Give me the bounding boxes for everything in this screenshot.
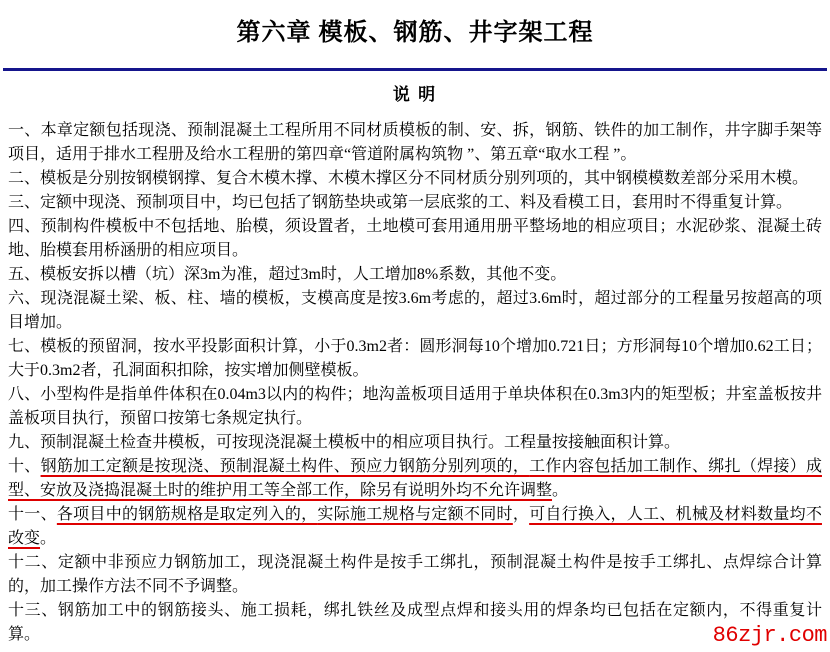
note-text: 七、模板的预留洞，按水平投影面积计算，小于0.3m2者：圆形洞每10个增加0.721日；方形洞每10个增加0.62工日；大于0.3m2者，孔洞面积扣除，按实增加侧壁模板。 xyxy=(8,338,822,379)
note-paragraph xyxy=(8,191,822,215)
note-paragraph xyxy=(8,287,822,335)
note-text-underlined: 各项目中的钢筋规格是取定列入的， xyxy=(56,506,318,523)
section-heading: 说 明 xyxy=(392,85,438,104)
note-text-underlined: 实际施工规格与定额不同时 xyxy=(317,506,513,523)
note-paragraph xyxy=(8,431,822,455)
note-text: ， xyxy=(512,506,530,523)
note-paragraph xyxy=(8,551,822,599)
note-text: 十一、 xyxy=(8,506,57,523)
divider-rule xyxy=(3,68,827,71)
note-paragraph xyxy=(8,383,822,431)
note-text: 四、预制构件模板中不包括地、胎模，须设置者，土地模可套用通用册平整场地的相应项目；水泥砂浆、混凝土砖地、胎模套用桥涵册的相应项目。 xyxy=(8,218,822,259)
note-text: 五、模板安拆以槽（坑）深3m为准，超过3m时，人工增加8%系数，其他不变。 xyxy=(8,266,567,283)
note-text: 十、 xyxy=(8,458,41,475)
note-paragraph xyxy=(8,335,822,383)
note-text: 。 xyxy=(552,482,569,499)
note-text: 十三、钢筋加工中的钢筋接头、施工损耗，绑扎铁丝及成型点焊和接头用的焊条均已包括在定额内，不得重复计算。 xyxy=(8,602,822,643)
note-text: 三、定额中现浇、预制项目中，均已包括了钢筋垫块或第一层底浆的工、料及看模工日，套用时不得重复计算。 xyxy=(8,194,793,211)
note-paragraph xyxy=(8,503,822,551)
note-text: 。 xyxy=(40,530,57,547)
note-text: 九、预制混凝土检查井模板，可按现浇混凝土模板中的相应项目执行。工程量按接触面积计算。 xyxy=(8,434,681,451)
note-paragraph xyxy=(8,455,822,503)
note-text: 一、本章定额包括现浇、预制混凝土工程所用不同材质模板的制、安、拆，钢筋、铁件的加工制作，井字脚手架等项目，适用于排水工程册及给水工程册的第四章“管道附属构筑物 ”、第五章“取水工程 ”。 xyxy=(8,122,822,163)
note-text: 十二、定额中非预应力钢筋加工，现浇混凝土构件是按手工绑扎，预制混凝土构件是按手工绑扎、点焊综合计算的，加工操作方法不同不予调整。 xyxy=(8,554,822,595)
note-paragraph xyxy=(8,167,822,191)
note-paragraph xyxy=(8,263,822,287)
note-text-underlined: 工作内容包括加工制作、绑扎（焊接）成型、安放及浇捣混凝土时的维护用工等全部工作，除另有说明外均不允许调整 xyxy=(8,458,822,499)
watermark-link[interactable]: 86zjr.com xyxy=(712,623,827,648)
note-text-underlined: 可自行换入，人工、机械及材料数量均不改变 xyxy=(8,506,822,547)
note-paragraph xyxy=(8,215,822,263)
note-paragraph xyxy=(8,599,822,647)
note-text: 八、小型构件是指单件体积在0.04m3以内的构件；地沟盖板项目适用于单块体积在0.3m3内的矩型板；井室盖板按井盖板项目执行，预留口按第七条规定执行。 xyxy=(8,386,822,427)
page-title: 第六章 模板、钢筋、井字架工程 xyxy=(236,20,594,46)
note-text: 六、现浇混凝土梁、板、柱、墙的模板，支模高度是按3.6m考虑的，超过3.6m时，超过部分的工程量另按超高的项目增加。 xyxy=(8,290,822,331)
note-text-underlined: 钢筋加工定额是按现浇、预制混凝土构件、预应力钢筋分别列项的， xyxy=(40,458,530,475)
note-paragraph xyxy=(8,119,822,167)
note-text: 二、模板是分别按钢模钢撑、复合木模木撑、木模木撑区分不同材质分别列项的，其中钢模模数差部分采用木模。 xyxy=(8,170,809,187)
notes-list xyxy=(0,105,830,647)
